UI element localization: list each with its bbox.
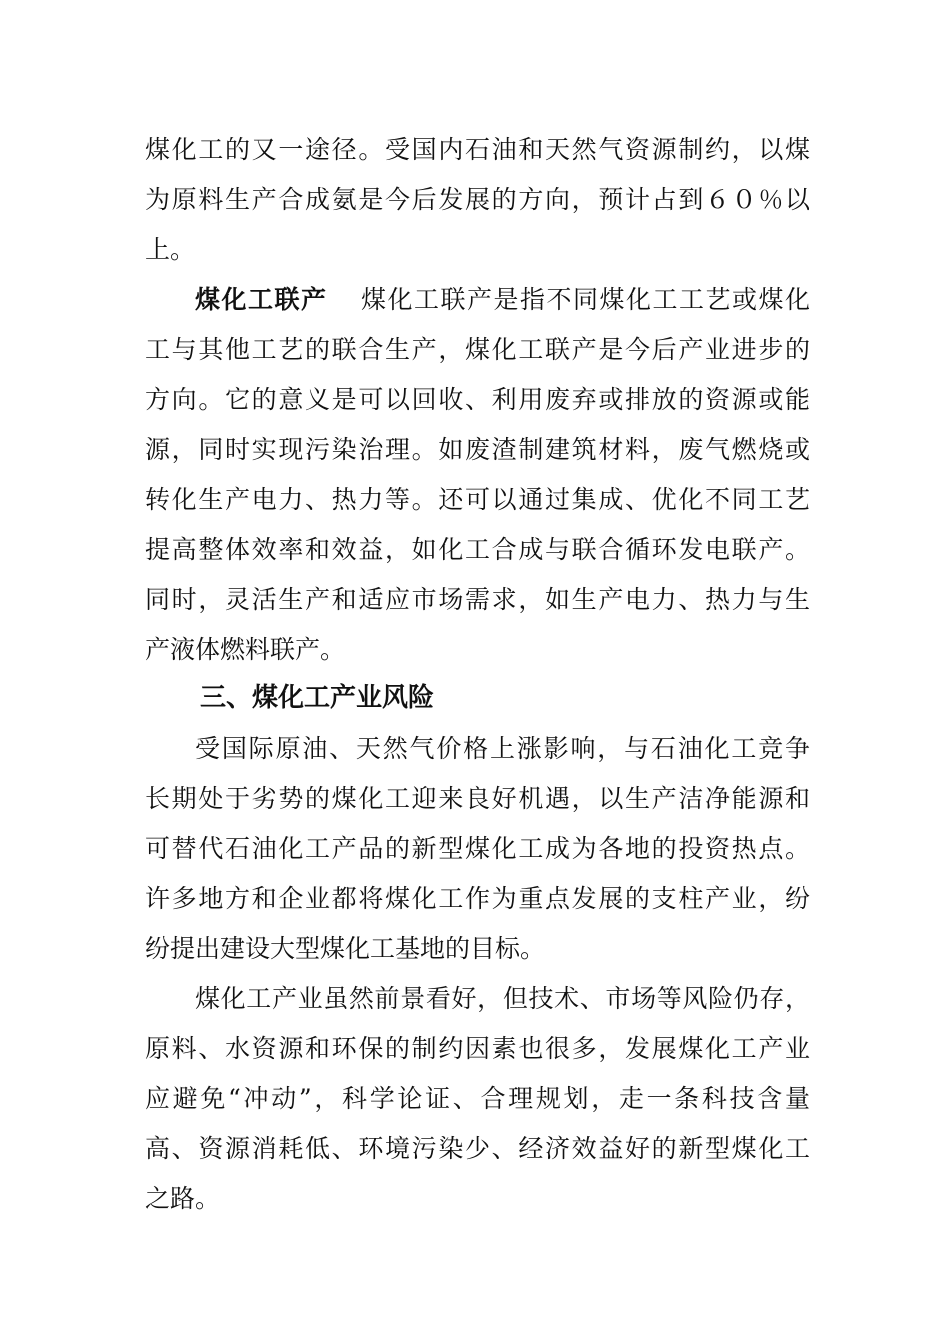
para1-line-1: 煤化工的又一途径。受国内石油和天然气资源制约，以煤	[145, 135, 810, 164]
para3-line-5: 纷提出建设大型煤化工基地的目标。	[145, 934, 546, 963]
para2-line-7: 同时，灵活生产和适应市场需求，如生产电力、热力与生	[145, 585, 810, 614]
para2-line-2: 工与其他工艺的联合生产，煤化工联产是今后产业进步的	[145, 335, 810, 364]
para3-line-3: 可替代石油化工产品的新型煤化工成为各地的投资热点。	[145, 834, 810, 863]
para2-first-line	[195, 283, 810, 317]
para4-line-5: 之路。	[145, 1184, 221, 1213]
para3-line-2: 长期处于劣势的煤化工迎来良好机遇，以生产洁净能源和	[145, 784, 810, 813]
para2-line-6: 提高整体效率和效益，如化工合成与联合循环发电联产。	[145, 535, 810, 564]
para2-first-line-text: 煤化工联产是指不同煤化工工艺或煤化	[359, 285, 810, 314]
para4-line-3: 应避免“冲动”，科学论证、合理规划，走一条科技含量	[145, 1084, 810, 1113]
section-heading: 三、煤化工产业风险	[200, 683, 435, 713]
para1-line-2: 为原料生产合成氨是今后发展的方向，预计占到６０％以	[145, 185, 810, 214]
para4-line-4: 高、资源消耗低、环境污染少、经济效益好的新型煤化工	[145, 1134, 810, 1163]
para2-line-5: 转化生产电力、热力等。还可以通过集成、优化不同工艺	[145, 485, 810, 514]
para2-line-3: 方向。它的意义是可以回收、利用废弃或排放的资源或能	[145, 385, 810, 414]
para3-line-4: 许多地方和企业都将煤化工作为重点发展的支柱产业，纷	[145, 884, 810, 913]
para4-line-2: 原料、水资源和环保的制约因素也很多，发展煤化工产业	[145, 1034, 810, 1063]
para2-term: 煤化工联产	[195, 285, 328, 314]
para1-line-3: 上。	[145, 235, 196, 264]
para4-line-1: 煤化工产业虽然前景看好，但技术、市场等风险仍存，	[195, 984, 810, 1013]
para3-line-1: 受国际原油、天然气价格上涨影响，与石油化工竞争	[195, 734, 810, 763]
para2-line-8: 产液体燃料联产。	[145, 635, 346, 664]
para2-line-4: 源，同时实现污染治理。如废渣制建筑材料，废气燃烧或	[145, 435, 810, 464]
